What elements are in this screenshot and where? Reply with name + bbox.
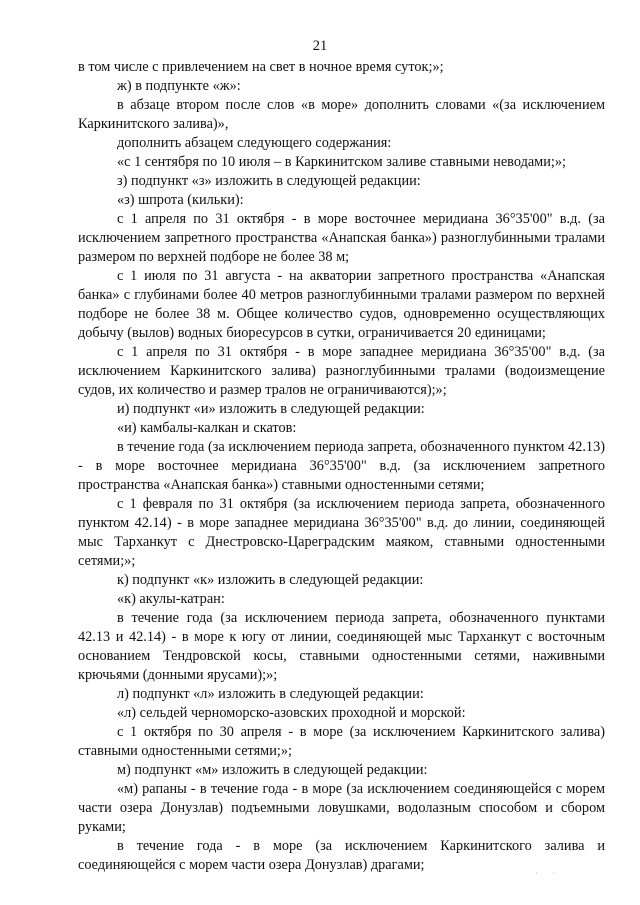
paragraph: «м) рапаны - в течение года - в море (за исключением соединяющейся с морем части озера Донузлав) подъемными ловушками, водолазным способом и сбором руками; [78,781,605,835]
paragraph: «з) шпрота (кильки): [117,192,244,208]
paragraph: в том числе с привлечением на свет в ночное время суток;»; [78,59,444,75]
paragraph: в течение года - в море (за исключением Каркинитского залива и соединяющейся с морем части озера Донузлав) драгами; [78,838,605,873]
paragraph: в течение года (за исключением периода запрета, обозначенного пунктом 42.13) - в море восточнее меридиана 36°35'00" в.д. (за исключением запретного пространства «Анапская банка») ставными одностенными сетями; [78,439,605,493]
paragraph: ж) в подпункте «ж»: [117,78,241,94]
paragraph: л) подпункт «л» изложить в следующей редакции: [117,686,424,702]
paragraph: с 1 апреля по 31 октября - в море восточнее меридиана 36°35'00" в.д. (за исключением запретного пространства «Анапская банка») разноглубинными тралами размером по верхней подборе не более 38 м; [78,211,605,265]
paragraph: з) подпункт «з» изложить в следующей редакции: [117,173,421,189]
paragraph: м) подпункт «м» изложить в следующей редакции: [117,762,428,778]
paragraph: «к) акулы-катран: [117,591,225,607]
paragraph: дополнить абзацем следующего содержания: [117,135,392,151]
paragraph: к) подпункт «к» изложить в следующей редакции: [117,572,424,588]
paragraph: в течение года (за исключением периода запрета, обозначенного пунктами 42.13 и 42.14) - в море к югу от линии, соединяющей мыс Тарханкут с восточным основанием Тендровской косы, ставными одностенными сетями, наживными крючьями (донными ярусами);»; [78,610,605,683]
page-number: 21 [312,38,328,54]
paragraph: и) подпункт «и» изложить в следующей редакции: [117,401,425,417]
paragraph: с 1 июля по 31 августа - на акватории запретного пространства «Анапская банка» с глубинами более 40 метров разноглубинными тралами размером по верхней подборе не более 38 м. Общее количество судов, одновременно осуществляющих добычу (вылов) водных биоресурсов в сутки, ограничивается 20 единицами; [78,268,605,341]
paragraph: с 1 октября по 30 апреля - в море (за исключением Каркинитского залива) ставными одностенными сетями;»; [78,724,605,759]
paragraph: «л) сельдей черноморско-азовских проходной и морской: [117,705,466,721]
scan-specks: · · [535,868,562,878]
paragraph: с 1 февраля по 31 октября (за исключением периода запрета, обозначенного пунктом 42.14) - в море западнее меридиана 36°35'00" в.д. до линии, соединяющей мыс Тарханкут с Днестровско-Цареградским маяком, ставными одностенными сетями;»; [78,496,605,569]
paragraph: в абзаце втором после слов «в море» дополнить словами «(за исключением Каркинитского залива)», [78,97,605,132]
paragraph: «с 1 сентября по 10 июля – в Каркинитском заливе ставными неводами;»; [117,154,566,170]
paragraph: с 1 апреля по 31 октября - в море западнее меридиана 36°35'00" в.д. (за исключением Каркинитского залива) разноглубинными тралами (водоизмещение судов, их количество и размер тралов не ограничиваются);»; [78,344,605,398]
document-body [78,58,605,875]
paragraph: «и) камбалы-калкан и скатов: [117,420,297,436]
